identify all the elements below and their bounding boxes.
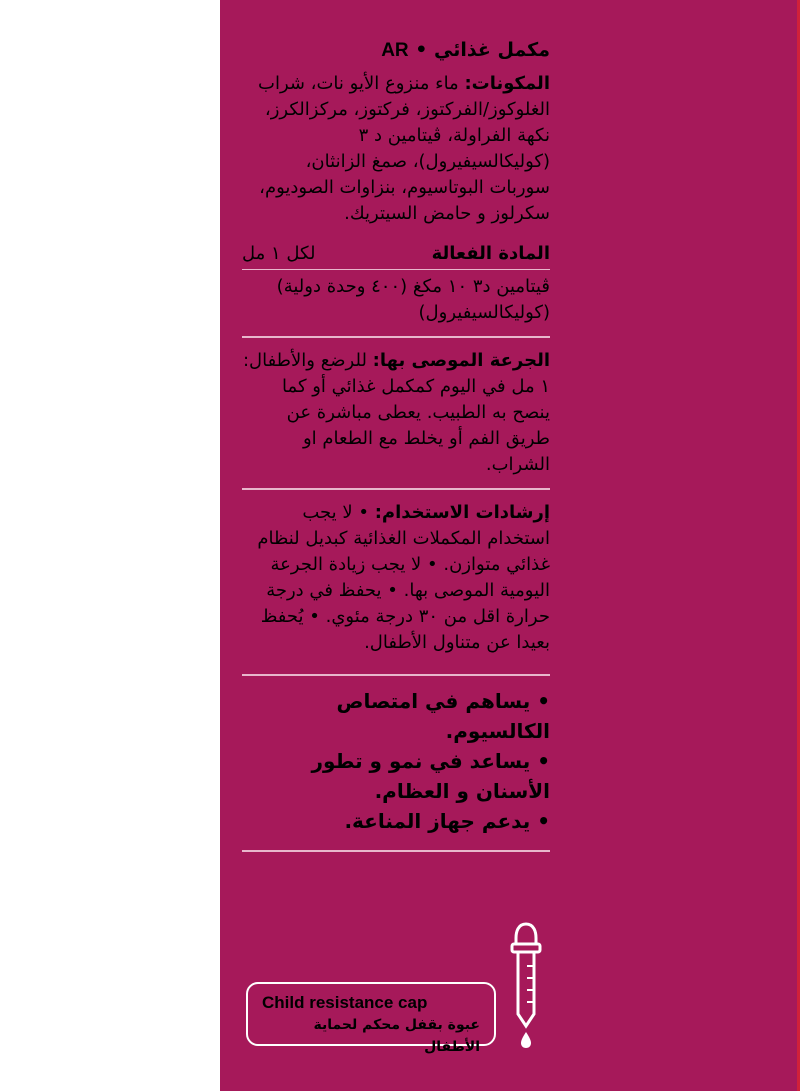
- dosage-section: [242, 348, 550, 478]
- active-ingredient-section: [242, 241, 550, 326]
- active-line-1: ڤيتامين د٣ ١٠ مكغ (٤٠٠ وحدة دولية): [276, 276, 550, 297]
- benefits-list: [242, 686, 550, 836]
- active-divider: [242, 269, 550, 270]
- section-divider: [242, 488, 550, 490]
- label-content: [242, 36, 550, 862]
- benefit-item: • يدعم جهاز المناعة.: [242, 806, 550, 836]
- ingredients-label: المكونات:: [464, 73, 550, 94]
- section-divider: [242, 336, 550, 338]
- directions-text: • لا يجب استخدام المكملات الغذائية كبديل لنظام غذائي متوازن. • لا يجب زيادة الجرعة اليومية الموصى بها. • يحفظ في درجة حرارة اقل من ٣٠ درجة مئوي. • يُحفظ بعيدا عن متناول الأطفال.: [257, 502, 550, 653]
- active-per: لكل ١ مل: [242, 243, 316, 264]
- child-resistance-badge: [246, 982, 496, 1055]
- header-separator: •: [415, 39, 428, 61]
- ingredients-text: ماء منزوع الأيو نات، شراب الغلوكوز/الفركتوز، فركتوز، مركزالكرز، نكهة الفراولة، ڤيتامين د ٣ (كوليكالسيفيرول)، صمغ الزانثان، سوربات البوتاسيوم، بنزاوات الصوديوم، سكرلوز و حامض السيتريك.: [258, 73, 550, 224]
- directions-label: إرشادات الاستخدام:: [374, 502, 550, 523]
- benefit-item: • يساعد في نمو و تطور الأسنان و العظام.: [242, 746, 550, 806]
- dosage-text: للرضع والأطفال: ١ مل في اليوم كمكمل غذائي أو كما ينصح به الطبيب. يعطى مباشرة عن طريق الفم أو يخلط مع الطعام او الشراب.: [242, 350, 550, 475]
- product-title: مكمل غذائي: [434, 39, 550, 61]
- section-divider: [242, 850, 550, 852]
- dropper-icon: [506, 922, 546, 1050]
- cap-label-en: Child resistance cap: [262, 993, 428, 1012]
- language-code: AR: [381, 40, 409, 61]
- language-header: [242, 36, 550, 65]
- dosage-label: الجرعة الموصى بها:: [372, 350, 550, 371]
- ingredients-section: [242, 71, 550, 227]
- active-line-2: (كوليكالسيفيرول): [418, 302, 550, 323]
- cap-label-ar: عبوة بقفل محكم لحماية الأطفال: [313, 1017, 480, 1055]
- active-title: المادة الفعالة: [431, 243, 550, 264]
- benefit-item: • يساهم في امتصاص الكالسيوم.: [242, 686, 550, 746]
- section-divider: [242, 674, 550, 676]
- directions-section: [242, 500, 550, 656]
